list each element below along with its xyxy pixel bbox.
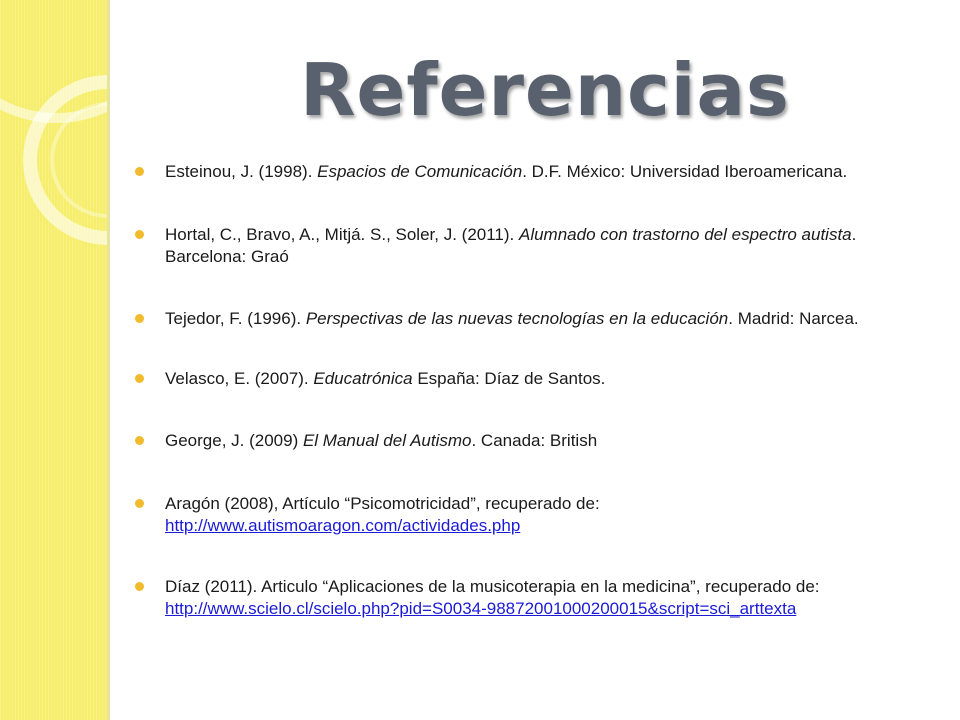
reference-text: . D.F. México: Universidad Iberoamericana. <box>522 162 848 181</box>
reference-item <box>133 224 923 268</box>
reference-item <box>133 368 923 390</box>
reference-text: . Canada: British <box>471 431 598 450</box>
bullet-dot-icon <box>135 314 144 323</box>
bullet-dot-icon <box>135 374 144 383</box>
reference-title: Educatrónica <box>313 369 413 388</box>
reference-text: Aragón (2008), Artículo “Psicomotricidad”, recuperado de: <box>165 494 600 513</box>
reference-title: Perspectivas de las nuevas tecnologías en la educación <box>305 309 729 328</box>
reference-text: . Barcelona: Graó <box>165 225 857 266</box>
reference-item <box>133 430 923 452</box>
bullet-dot-icon <box>135 230 144 239</box>
reference-text: . Madrid: Narcea. <box>728 309 859 328</box>
reference-link[interactable]: http://www.scielo.cl/scielo.php?pid=S0034-98872001000200015&script=sci_arttexta <box>165 599 797 618</box>
reference-text: Díaz (2011). Articulo “Aplicaciones de la musicoterapia en la medicina”, recuperado de: <box>165 577 820 596</box>
reference-text: España: Díaz de Santos. <box>412 369 606 388</box>
reference-title: El Manual del Autismo <box>302 431 472 450</box>
reference-item <box>133 161 923 183</box>
bullet-dot-icon <box>135 436 144 445</box>
reference-text: Tejedor, F. (1996). <box>165 309 306 328</box>
bullet-dot-icon <box>135 499 144 508</box>
reference-item <box>133 308 923 330</box>
bullet-dot-icon <box>135 167 144 176</box>
reference-item <box>133 493 923 537</box>
reference-text: George, J. (2009) <box>165 431 303 450</box>
reference-link[interactable]: http://www.autismoaragon.com/actividades.php <box>165 516 521 535</box>
reference-item <box>133 576 923 620</box>
reference-title: Espacios de Comunicación <box>317 162 523 181</box>
slide-title: Referencias <box>300 48 790 132</box>
reference-text: Hortal, C., Bravo, A., Mitjá. S., Soler, J. (2011). <box>165 225 519 244</box>
bullet-dot-icon <box>135 582 144 591</box>
reference-text: Esteinou, J. (1998). <box>165 162 318 181</box>
reference-title: Alumnado con trastorno del espectro autista <box>518 225 852 244</box>
reference-text: Velasco, E. (2007). <box>165 369 314 388</box>
